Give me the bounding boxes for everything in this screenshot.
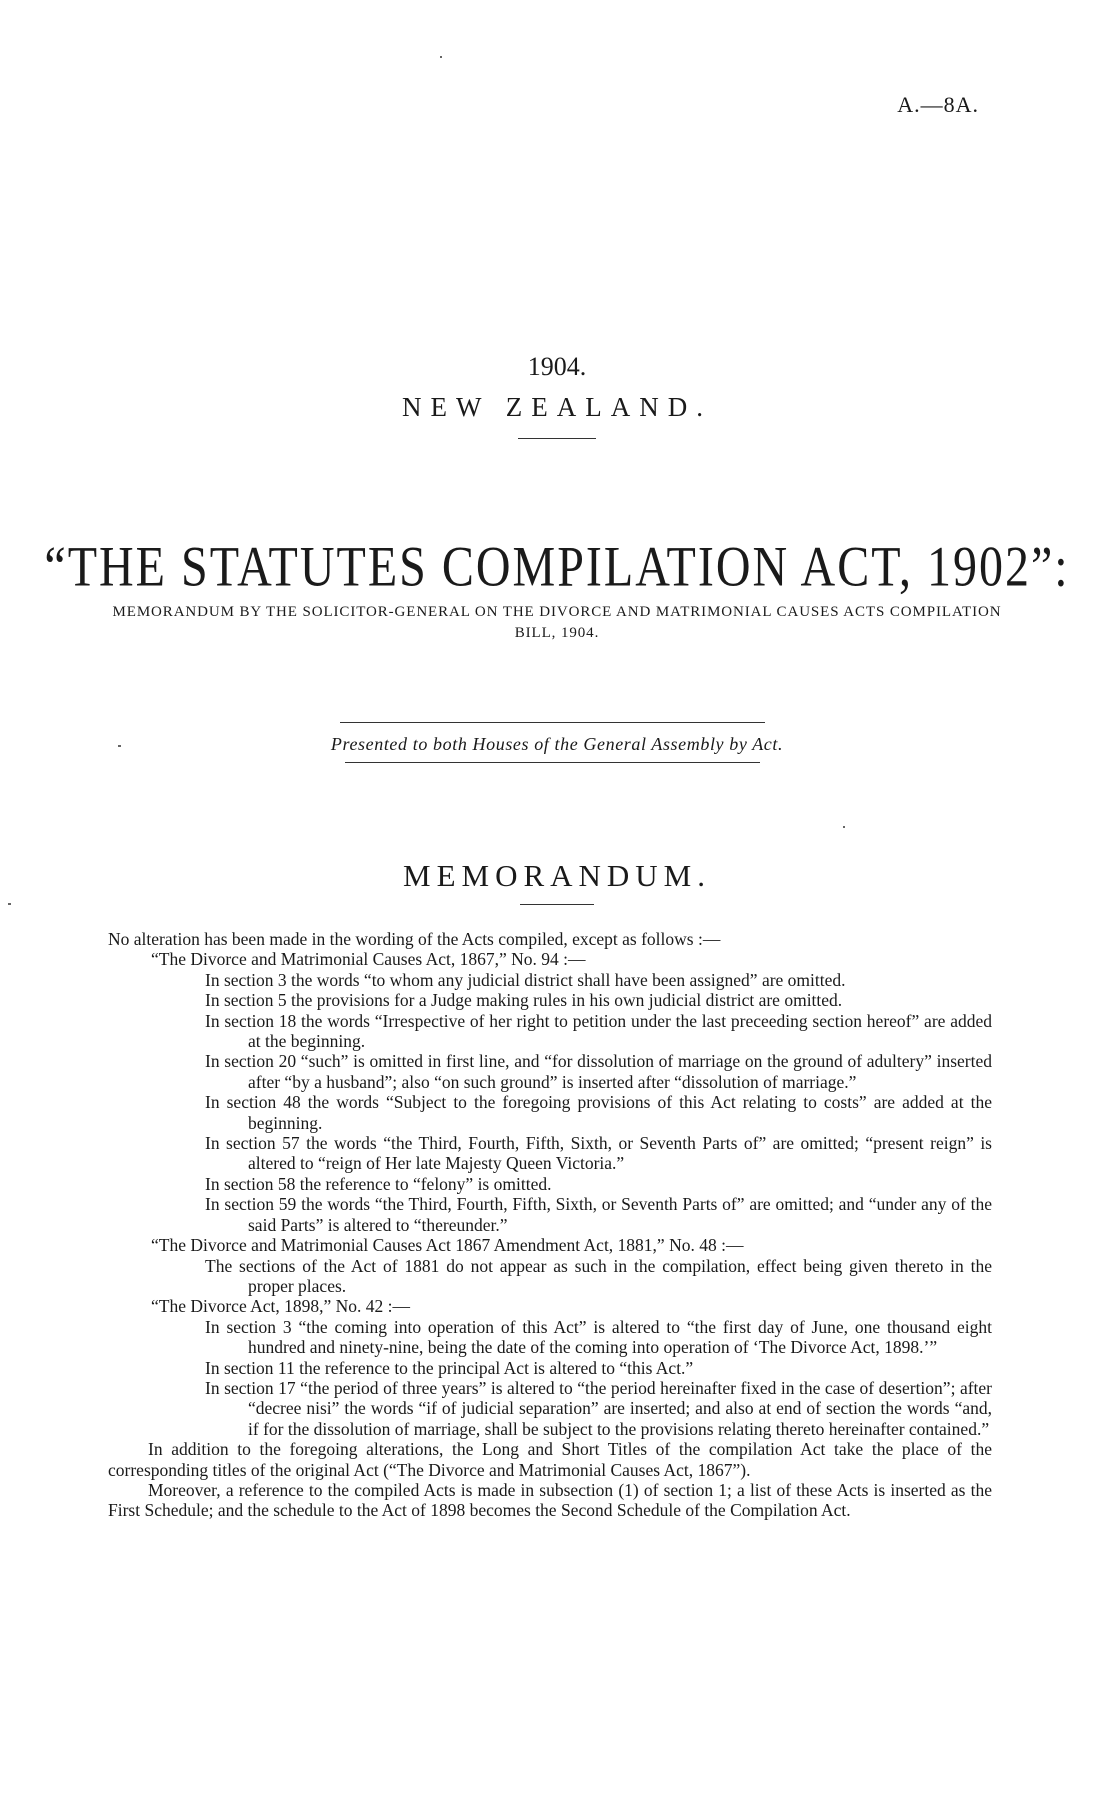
amendment-item: In section 3 the words “to whom any judicial district shall have been assigned” are omitted. <box>205 969 846 990</box>
amendment-item: In section 20 “such” is omitted in first line, and “for dissolution of marriage on the ground of adultery” inserted after “by a husband”; also “on such ground” is inserted after “dissolution of marriage.” <box>205 1051 992 1092</box>
document-year: 1904. <box>527 352 587 381</box>
page-reference: A.—8A. <box>897 92 979 117</box>
heading-divider-rule <box>520 904 594 905</box>
amendment-item: In section 57 the words “the Third, Fourth, Fifth, Sixth, or Seventh Parts of” are omitted; “present reign” is altered to “reign of Her late Majesty Queen Victoria.” <box>205 1133 992 1174</box>
presented-bottom-rule <box>345 762 760 763</box>
country-name: NEW ZEALAND. <box>402 392 712 422</box>
amendment-item: In section 18 the words “Irrespective of her right to petition under the last preceeding section hereof” are added at the beginning. <box>205 1010 992 1052</box>
scan-speck <box>8 903 11 905</box>
act-heading-1867: “The Divorce and Matrimonial Causes Act, 1867,” No. 94 :— <box>151 949 586 970</box>
amendment-item: In section 3 “the coming into operation of this Act” is altered to “the first day of June, one thousand eight hundred and ninety-nine, being the date of the coming into operation of ‘The Divorce Act, 1898.’” <box>205 1316 992 1358</box>
memorandum-heading: MEMORANDUM. <box>403 858 711 893</box>
document-title: “THE STATUTES COMPILATION ACT, 1902”: <box>44 536 1070 599</box>
act-heading-1881: “The Divorce and Matrimonial Causes Act 1867 Amendment Act, 1881,” No. 48 :— <box>151 1235 744 1256</box>
amendment-item: In section 48 the words “Subject to the foregoing provisions of this Act relating to costs” are added at the beginning. <box>205 1092 992 1133</box>
amendment-item: In section 17 “the period of three years” is altered to “the period hereinafter fixed in the case of desertion”; after “decree nisi” the words “if of judicial separation” are inserted; and also at end of section the words “and, if for the dissolution of marriage, shall be subject to the provisions relating thereto hereinafter contained.” <box>205 1377 992 1439</box>
presented-top-rule <box>340 722 765 723</box>
memo-intro: No alteration has been made in the wording of the Acts compiled, except as follows :— <box>108 929 721 949</box>
closing-paragraph: In addition to the foregoing alterations, the Long and Short Titles of the compilation Act take the place of the corresponding titles of the original Act (“The Divorce and Matrimonial Causes Act, 1867”). <box>108 1439 992 1480</box>
presented-note: Presented to both Houses of the General Assembly by Act. <box>330 734 784 754</box>
scan-speck <box>440 56 442 58</box>
closing-paragraph: Moreover, a reference to the compiled Acts is made in subsection (1) of section 1; a list of these Acts is inserted as the First Schedule; and the schedule to the Act of 1898 becomes the Second Schedule of the Compilation Act. <box>108 1479 992 1521</box>
scan-speck <box>118 745 121 747</box>
amendment-item: In section 59 the words “the Third, Fourth, Fifth, Sixth, or Seventh Parts of” are omitted; and “under any of the said Parts” is altered to “thereunder.” <box>205 1194 992 1235</box>
divider-rule <box>518 438 596 439</box>
amendment-item: In section 5 the provisions for a Judge making rules in his own judicial district are omitted. <box>205 990 843 1011</box>
amendment-item: The sections of the Act of 1881 do not appear as such in the compilation, effect being given thereto in the proper places. <box>205 1255 992 1296</box>
amendment-item: In section 58 the reference to “felony” is omitted. <box>205 1173 552 1194</box>
amendment-item: In section 11 the reference to the principal Act is altered to “this Act.” <box>205 1357 694 1378</box>
act-heading-1898: “The Divorce Act, 1898,” No. 42 :— <box>151 1296 411 1317</box>
document-subtitle: MEMORANDUM BY THE SOLICITOR-GENERAL ON THE DIVORCE AND MATRIMONIAL CAUSES ACTS COMPILATION BILL, 1904. <box>112 604 1002 641</box>
scan-speck <box>843 826 845 828</box>
memorandum-body <box>108 929 992 1521</box>
